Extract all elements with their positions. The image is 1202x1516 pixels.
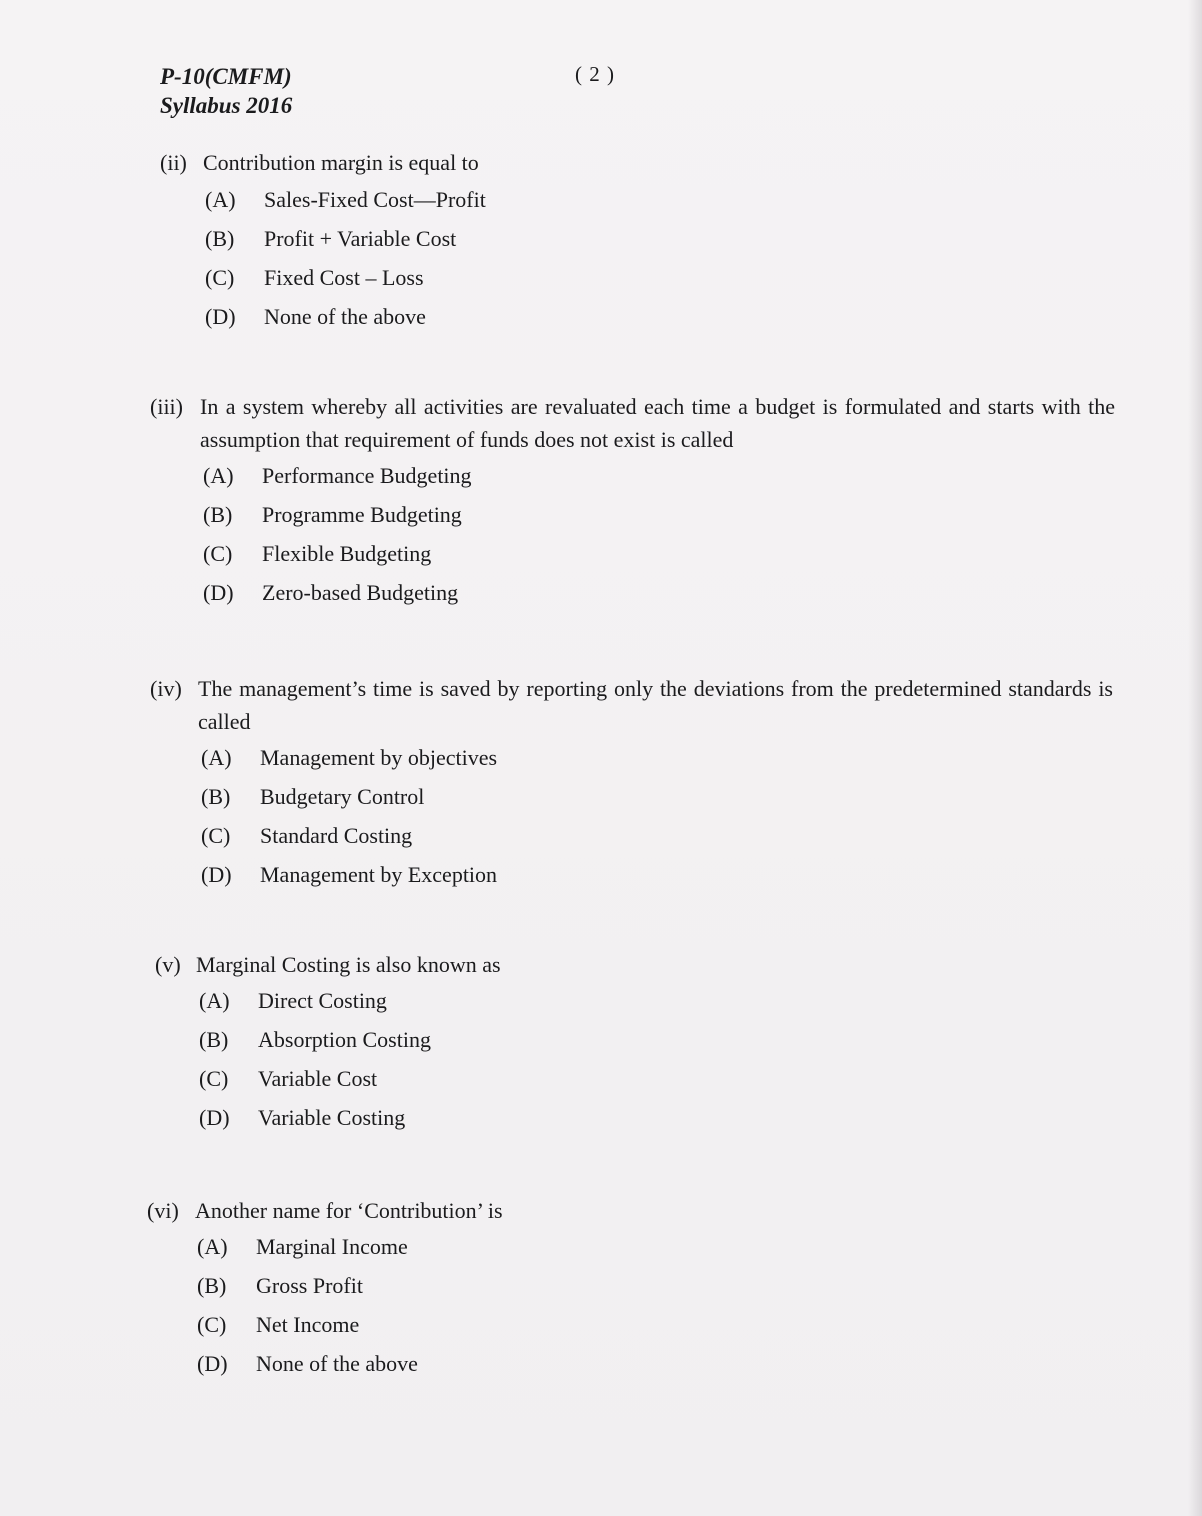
- paper-code: P-10(CMFM): [160, 64, 292, 89]
- option-label: (B): [201, 784, 231, 809]
- option-text: Profit + Variable Cost: [264, 226, 457, 251]
- option-list: [197, 1227, 1047, 1383]
- paper-header: [160, 62, 292, 120]
- question-stem: [150, 390, 1115, 456]
- option-label: (D): [205, 304, 236, 329]
- syllabus-year: Syllabus 2016: [160, 93, 293, 118]
- question-iii: [150, 390, 1115, 612]
- option-label: (B): [205, 226, 235, 251]
- option-text: Performance Budgeting: [262, 463, 472, 488]
- option-list: [201, 738, 1113, 894]
- question-text: The management’s time is saved by reporting only the deviations from the predetermined standards is called: [198, 676, 1113, 734]
- option-text: Variable Costing: [258, 1105, 406, 1130]
- option-label: (A): [205, 187, 236, 212]
- question-number: (ii): [160, 150, 187, 175]
- option-list: [203, 456, 1115, 612]
- question-stem: [155, 948, 1055, 981]
- question-text: In a system whereby all activities are revaluated each time a budget is formulated and starts with the assumption that requirement of funds does not exist is called: [200, 394, 1115, 452]
- option-a: [197, 1227, 1047, 1266]
- option-c: [197, 1305, 1047, 1344]
- question-vi: [147, 1194, 1047, 1383]
- option-c: [205, 258, 1120, 297]
- option-text: Flexible Budgeting: [262, 541, 432, 566]
- option-b: [199, 1020, 1055, 1059]
- question-number: (iii): [150, 394, 183, 419]
- question-stem: [150, 672, 1113, 738]
- option-text: Variable Cost: [258, 1066, 378, 1091]
- option-label: (B): [197, 1273, 227, 1298]
- option-b: [197, 1266, 1047, 1305]
- option-text: None of the above: [264, 304, 426, 329]
- option-text: None of the above: [256, 1351, 418, 1376]
- option-d: [203, 573, 1115, 612]
- option-label: (D): [201, 862, 232, 887]
- option-label: (A): [197, 1234, 228, 1259]
- option-text: Net Income: [256, 1312, 360, 1337]
- option-a: [203, 456, 1115, 495]
- option-label: (D): [199, 1105, 230, 1130]
- option-c: [203, 534, 1115, 573]
- option-c: [201, 816, 1113, 855]
- option-d: [201, 855, 1113, 894]
- option-text: Management by Exception: [260, 862, 498, 887]
- question-iv: [150, 672, 1113, 894]
- option-d: [199, 1098, 1055, 1137]
- option-text: Standard Costing: [260, 823, 413, 848]
- option-b: [205, 219, 1120, 258]
- option-text: Marginal Income: [256, 1234, 408, 1259]
- option-d: [197, 1344, 1047, 1383]
- option-a: [199, 981, 1055, 1020]
- option-label: (A): [199, 988, 230, 1013]
- page-edge-shadow: [1188, 0, 1202, 1516]
- question-number: (vi): [147, 1198, 179, 1223]
- option-b: [201, 777, 1113, 816]
- question-stem: [160, 146, 1120, 179]
- page-number: ( 2 ): [575, 62, 615, 86]
- option-text: Fixed Cost – Loss: [264, 265, 424, 290]
- option-text: Direct Costing: [258, 988, 387, 1013]
- question-text: Another name for ‘Contribution’ is: [195, 1198, 503, 1223]
- option-text: Zero-based Budgeting: [262, 580, 459, 605]
- question-stem: [147, 1194, 1047, 1227]
- option-text: Budgetary Control: [260, 784, 425, 809]
- option-list: [205, 180, 1120, 336]
- question-ii: [160, 146, 1120, 336]
- option-b: [203, 495, 1115, 534]
- option-label: (A): [201, 745, 232, 770]
- option-label: (C): [197, 1312, 227, 1337]
- option-text: Management by objectives: [260, 745, 498, 770]
- question-number: (v): [155, 952, 181, 977]
- question-text: Contribution margin is equal to: [203, 150, 479, 175]
- option-text: Programme Budgeting: [262, 502, 462, 527]
- option-list: [199, 981, 1055, 1137]
- question-v: [155, 948, 1055, 1137]
- option-label: (D): [203, 580, 234, 605]
- option-text: Gross Profit: [256, 1273, 363, 1298]
- option-label: (C): [205, 265, 235, 290]
- option-label: (C): [199, 1066, 229, 1091]
- option-label: (B): [203, 502, 233, 527]
- question-text: Marginal Costing is also known as: [196, 952, 501, 977]
- option-a: [205, 180, 1120, 219]
- option-c: [199, 1059, 1055, 1098]
- option-label: (C): [201, 823, 231, 848]
- option-text: Absorption Costing: [258, 1027, 431, 1052]
- option-d: [205, 297, 1120, 336]
- option-a: [201, 738, 1113, 777]
- option-label: (D): [197, 1351, 228, 1376]
- option-label: (B): [199, 1027, 229, 1052]
- option-label: (A): [203, 463, 234, 488]
- option-label: (C): [203, 541, 233, 566]
- option-text: Sales-Fixed Cost—Profit: [264, 187, 486, 212]
- question-number: (iv): [150, 676, 182, 701]
